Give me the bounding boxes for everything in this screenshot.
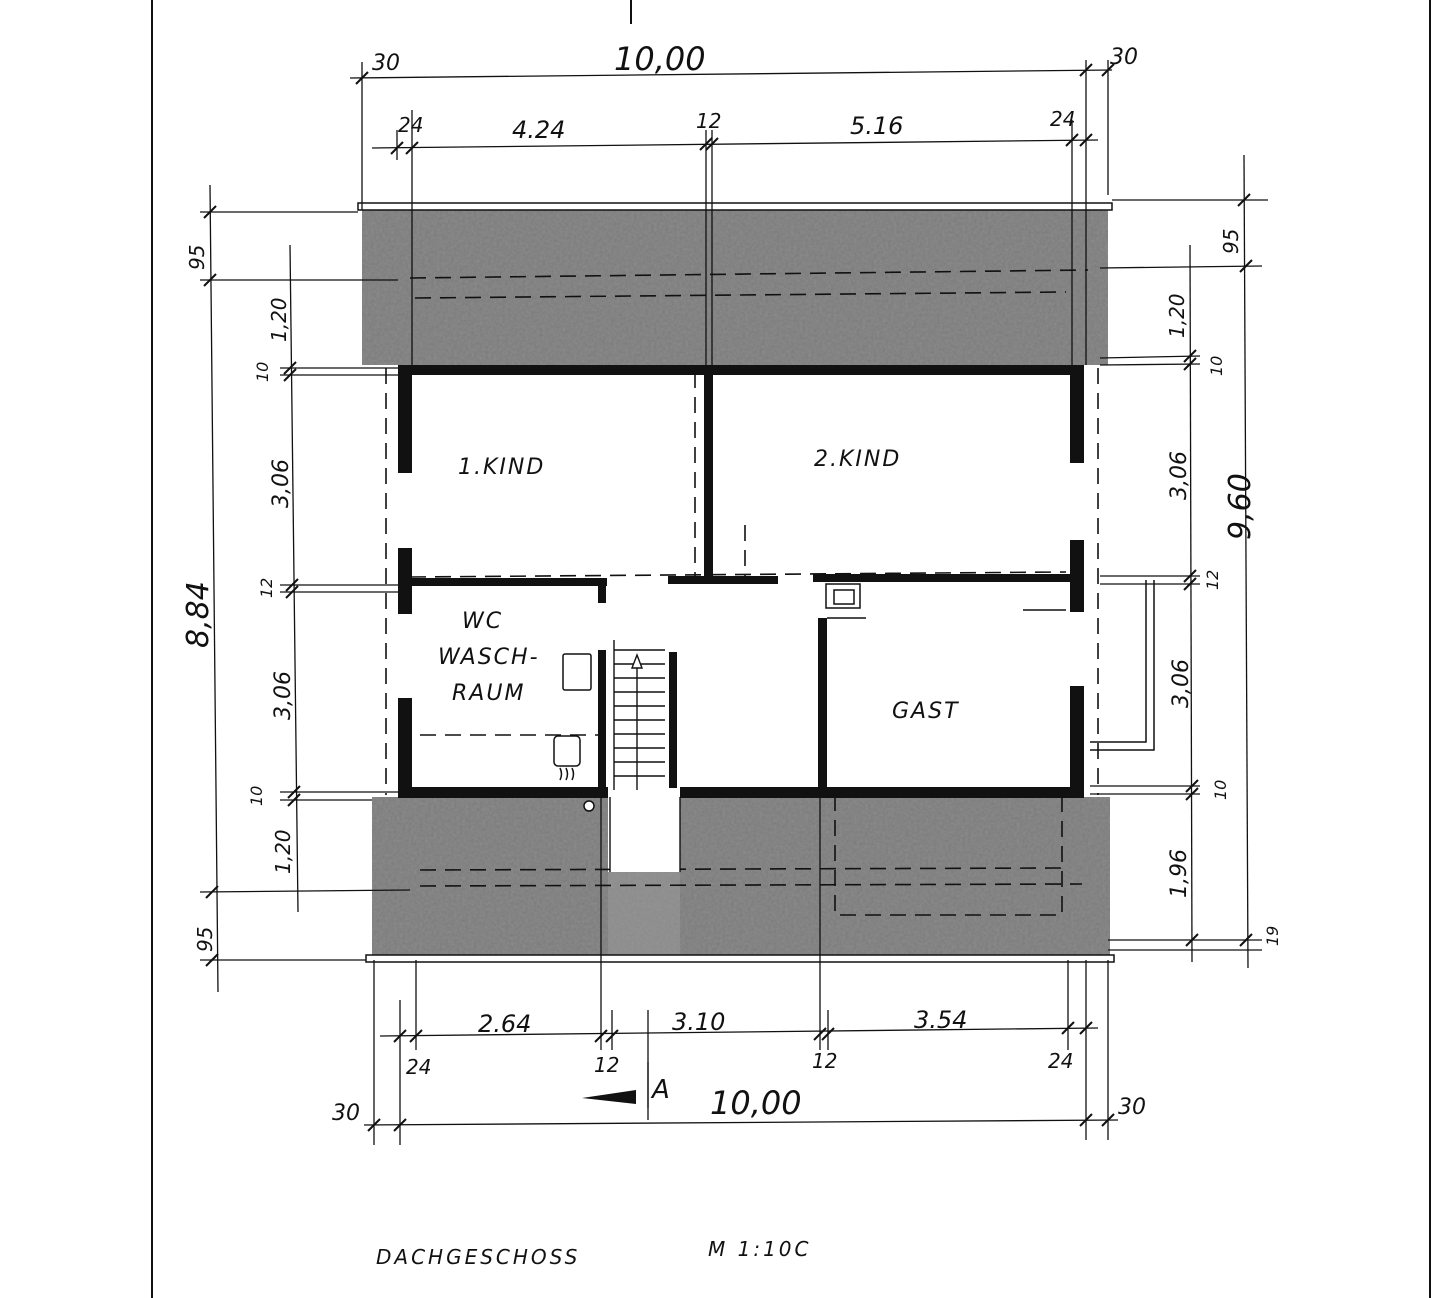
dim-bottom-room-2: 3.10 <box>672 1008 726 1036</box>
walls <box>398 365 1084 798</box>
dim-top-wall-mid: 12 <box>696 109 722 133</box>
dim-top-total: 10,00 <box>614 40 706 78</box>
dim-bottom-total: 10,00 <box>710 1084 802 1122</box>
dim-bottom-overhang-left: 30 <box>332 1101 360 1126</box>
dim-top-room-right: 5.16 <box>850 112 904 140</box>
dim-right-room-lower: 3,06 <box>1169 659 1194 708</box>
dim-right-room-upper: 3,06 <box>1167 451 1192 500</box>
drawing-scale: M 1:10C <box>708 1237 812 1261</box>
room-label-raum: RAUM <box>452 681 526 706</box>
dim-left-eave-bottom: 95 <box>193 926 217 952</box>
dim-right-eave-bottom: 19 <box>1263 925 1282 946</box>
dim-bottom-wall-2: 12 <box>594 1053 620 1077</box>
dim-right-strip-bottom: 1,96 <box>1167 849 1192 898</box>
roof-strip-top <box>362 207 1108 365</box>
dim-bottom-overhang-right: 30 <box>1118 1095 1146 1120</box>
dim-bottom-room-1: 2.64 <box>478 1010 532 1038</box>
dim-top-overhang-right: 30 <box>1110 45 1138 70</box>
dim-bottom-wall-3: 12 <box>812 1049 838 1073</box>
dim-left-strip-top: 1,20 <box>267 297 291 342</box>
dim-right-total: 9,60 <box>1223 473 1258 540</box>
dim-bottom-wall-4: 24 <box>1048 1049 1074 1073</box>
roof-strip-bottom <box>372 797 1110 955</box>
interior-detail-lines <box>827 580 1154 750</box>
dim-bottom-room-3: 3.54 <box>914 1006 968 1034</box>
dim-top-wall-right: 24 <box>1050 107 1076 131</box>
dim-top-overhang-left: 30 <box>372 51 400 76</box>
dim-right-wall-bottom: 10 <box>1211 779 1230 800</box>
dim-bottom-wall-1: 24 <box>406 1055 432 1079</box>
dim-right-wall-top: 10 <box>1207 355 1226 376</box>
dim-left-wall-bottom: 10 <box>247 785 266 806</box>
dim-left-wall-top: 10 <box>253 361 272 382</box>
room-label-wasch: WASCH- <box>438 645 540 670</box>
dim-top-room-left: 4.24 <box>512 116 566 144</box>
dim-left-wall-mid: 12 <box>257 577 276 598</box>
room-label-2-kind: 2.KIND <box>814 447 902 472</box>
dim-left-strip-bottom: 1,20 <box>271 829 295 874</box>
dim-left-room-lower: 3,06 <box>271 671 296 720</box>
room-label-gast: GAST <box>892 699 960 724</box>
room-label-1-kind: 1.KIND <box>458 455 546 480</box>
dim-left-room-upper: 3,06 <box>269 459 294 508</box>
dim-right-wall-mid: 12 <box>1203 569 1222 590</box>
dim-top-wall-left: 24 <box>398 113 424 137</box>
dim-left-total: 8,84 <box>181 581 216 648</box>
dim-left-eave-top: 95 <box>185 244 209 270</box>
drawing-title: DACHGESCHOSS <box>376 1245 581 1269</box>
dim-right-strip-top: 1,20 <box>1165 293 1189 338</box>
section-marker-label: A <box>652 1075 670 1105</box>
dim-right-eave-top: 95 <box>1219 228 1243 254</box>
room-label-wc: WC <box>462 609 504 634</box>
